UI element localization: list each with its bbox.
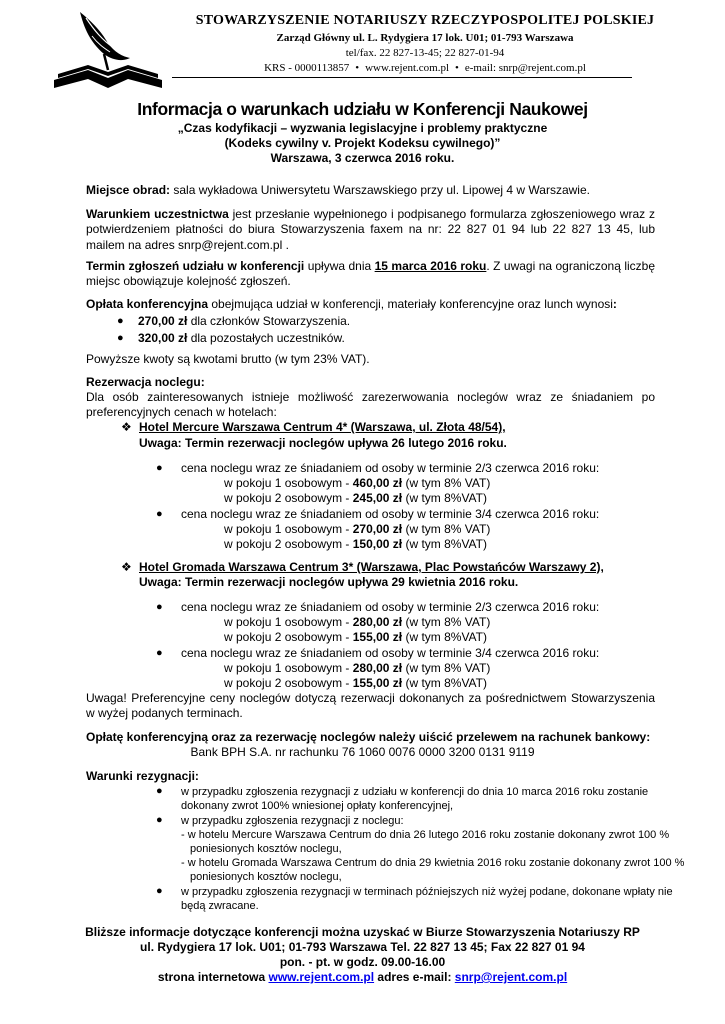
deadline-label: Termin zgłoszeń udziału w konferencji (86, 259, 305, 273)
room-type: w pokoju 1 osobowym - (224, 661, 353, 675)
room-price-value: 245,00 zł (352, 491, 403, 505)
footer-info: Bliższe informacje dotyczące konferencji można uzyskać w Biurze Stowarzyszenia Notariuszy RP (85, 925, 640, 939)
venue-label: Miejsce obrad: (86, 183, 171, 197)
letterhead-contact-line (175, 63, 675, 74)
price-period: cena noclegu wraz ze śniadaniem od osoby w terminie 3/4 czerwca 2016 roku: (181, 646, 600, 660)
bullet-icon: ● (156, 601, 163, 613)
fee-label: Opłata konferencyjna (86, 297, 209, 311)
fee-paragraph (86, 297, 655, 312)
fee-vat-note: Powyższe kwoty są kwotami brutto (w tym 23% VAT). (86, 352, 370, 366)
diamond-bullet-icon: ❖ (121, 420, 132, 434)
participation-paragraph (86, 207, 655, 253)
bullet-icon: ● (117, 315, 124, 327)
payment-heading-text: Opłatę konferencyjną oraz za rezerwację noclegów należy uiścić przelewem na rachunek bankowy: (86, 730, 651, 744)
payment-heading (86, 730, 655, 745)
email-link[interactable]: snrp@rejent.com.pl (454, 970, 568, 984)
letterhead-krs: KRS - 0000113857 (264, 62, 350, 74)
website-link[interactable]: www.rejent.com.pl (268, 970, 375, 984)
footer-hours: pon. - pt. w godz. 09.00-16.00 (279, 955, 446, 969)
hotel-name (139, 420, 506, 435)
fee-item (138, 331, 345, 346)
conference-subtitle-2: (Kodeks cywilny v. Projekt Kodeksu cywilnego)” (224, 136, 501, 150)
hotel-warning (139, 575, 518, 590)
conference-subtitle-1: „Czas kodyfikacji – wyzwania legislacyjne i problemy praktyczne (177, 121, 548, 135)
room-type: w pokoju 1 osobowym - (224, 615, 353, 629)
room-type: w pokoju 1 osobowym - (224, 476, 353, 490)
cancellation-item-text: w przypadku zgłoszenia rezygnacji z udziału w konferencji do dnia 10 marca 2016 roku zostanie (181, 786, 649, 798)
room-vat: (w tym 8%VAT) (402, 630, 487, 644)
venue-paragraph (86, 183, 655, 198)
room-type: w pokoju 2 osobowym - (224, 676, 353, 690)
hotel-warning-text: Uwaga: Termin rezerwacji noclegów upływa 29 kwietnia 2016 roku. (139, 575, 519, 589)
conference-date: Warszawa, 3 czerwca 2016 roku. (270, 151, 455, 165)
bank-account: Bank BPH S.A. nr rachunku 76 1060 0076 0000 3200 0131 9119 (190, 745, 535, 759)
cancellation-heading-text: Warunki rezygnacji: (86, 769, 199, 783)
price-period: cena noclegu wraz ze śniadaniem od osoby w terminie 3/4 czerwca 2016 roku: (181, 507, 600, 521)
room-type: w pokoju 1 osobowym - (224, 522, 353, 536)
bullet-icon: ● (156, 785, 163, 797)
deadline-text-1: upływa dnia (304, 259, 375, 273)
fee-desc: dla pozostałych uczestników. (187, 331, 345, 345)
fee-colon: : (612, 297, 617, 311)
letterhead-www: www.rejent.com.pl (365, 62, 450, 74)
room-price-value: 280,00 zł (352, 661, 403, 675)
letterhead-org-name: STOWARZYSZENIE NOTARIUSZY RZECZYPOSPOLITEJ POLSKIEJ (195, 13, 655, 28)
letterhead-email: e-mail: snrp@rejent.com.pl (464, 62, 586, 74)
bullet-separator: • (355, 62, 360, 74)
accommodation-heading (86, 375, 655, 390)
bullet-icon: ● (156, 647, 163, 659)
room-vat: (w tym 8% VAT) (402, 522, 491, 536)
room-type: w pokoju 2 osobowym - (224, 491, 353, 505)
cancellation-item-text: - w hotelu Mercure Warszawa Centrum do dnia 26 lutego 2016 roku zostanie dokonany zwrot 100 % (181, 829, 670, 841)
bullet-icon: ● (156, 814, 163, 826)
room-price (224, 537, 487, 552)
bullet-icon: ● (156, 508, 163, 520)
letterhead-address: Zarząd Główny ul. L. Rydygiera 17 lok. U01; 01-793 Warszawa (276, 32, 574, 44)
hotel-warning (139, 436, 507, 451)
footer-address: ul. Rydygiera 17 lok. U01; 01-793 Warszawa Tel. 22 827 13 45; Fax 22 827 01 94 (140, 940, 585, 954)
price-period: cena noclegu wraz ze śniadaniem od osoby w terminie 2/3 czerwca 2016 roku: (181, 461, 600, 475)
cancellation-item-text: poniesionych kosztów noclegu, (190, 843, 342, 855)
room-price-value: 460,00 zł (352, 476, 403, 490)
room-price-value: 155,00 zł (352, 630, 403, 644)
venue-text: sala wykładowa Uniwersytetu Warszawskiego przy ul. Lipowej 4 w Warszawie. (170, 183, 590, 197)
cancellation-item-text: - w hotelu Gromada Warszawa Centrum do dnia 29 kwietnia 2016 roku zostanie dokonany zwrot 100 % (181, 857, 685, 869)
hotel-name-text: Hotel Mercure Warszawa Centrum 4* (Warszawa, ul. Złota 48/54), (139, 420, 506, 434)
room-vat: (w tym 8%VAT) (402, 491, 487, 505)
participation-label: Warunkiem uczestnictwa (86, 207, 229, 221)
cancellation-item-text: w przypadku zgłoszenia rezygnacji z noclegu: (181, 815, 404, 827)
room-price-value: 270,00 zł (352, 522, 403, 536)
letterhead-divider (172, 77, 632, 78)
room-price (224, 676, 487, 691)
diamond-bullet-icon: ❖ (121, 560, 132, 574)
price-period: cena noclegu wraz ze śniadaniem od osoby w terminie 2/3 czerwca 2016 roku: (181, 600, 600, 614)
letterhead-phone: tel/fax. 22 827-13-45; 22 827-01-94 (345, 47, 505, 59)
room-vat: (w tym 8%VAT) (402, 676, 487, 690)
room-price (224, 522, 490, 537)
room-vat: (w tym 8% VAT) (402, 615, 491, 629)
footer-web-label: strona internetowa (157, 970, 269, 984)
room-price (224, 615, 490, 630)
room-price (224, 491, 487, 506)
room-price-value: 280,00 zł (352, 615, 403, 629)
cancellation-item-text: w przypadku zgłoszenia rezygnacji w terminach późniejszych niż wyżej podane, dokonane wpłaty nie (181, 886, 673, 898)
bullet-separator: • (455, 62, 459, 74)
fee-amount: 270,00 zł (138, 314, 188, 328)
hotel-warning-text: Uwaga: Termin rezerwacji noclegów upływa 26 lutego 2016 roku. (139, 436, 507, 450)
deadline-text-2: . Z uwagi na ograniczoną liczbę miejsc obowiązuje kolejność zgłoszeń. (86, 259, 656, 289)
accommodation-intro: Dla osób zainteresowanych istnieje możliwość zarezerwowania noclegów wraz ze śniadaniem po preferencyjnych cenach w hotelach: (86, 390, 655, 420)
footer-links (0, 970, 725, 985)
hotel-name-text: Hotel Gromada Warszawa Centrum 3* (Warszawa, Plac Powstańców Warszawy 2), (139, 560, 604, 574)
bullet-icon: ● (117, 332, 124, 344)
fee-item (138, 314, 350, 329)
room-price-value: 155,00 zł (352, 676, 403, 690)
fee-text: obejmująca udział w konferencji, materiały konferencyjne oraz lunch wynosi (208, 297, 613, 311)
cancellation-item-text: dokonany zwrot 100% wniesionej opłaty konferencyjnej, (181, 800, 454, 812)
page-title: Informacja o warunkach udziału w Konferencji Naukowej (137, 99, 588, 119)
bullet-icon: ● (156, 885, 163, 897)
room-vat: (w tym 8% VAT) (402, 661, 491, 675)
fee-amount: 320,00 zł (138, 331, 188, 345)
cancellation-item-text: będą zwracane. (181, 900, 259, 912)
hotel-name (139, 560, 604, 575)
room-vat: (w tym 8% VAT) (402, 476, 491, 490)
footer-mail-label: adres e-mail: (374, 970, 455, 984)
room-type: w pokoju 2 osobowym - (224, 630, 353, 644)
room-type: w pokoju 2 osobowym - (224, 537, 353, 551)
fee-desc: dla członków Stowarzyszenia. (187, 314, 351, 328)
room-vat: (w tym 8%VAT) (402, 537, 487, 551)
deadline-paragraph (86, 259, 655, 290)
quill-book-logo (50, 8, 170, 94)
room-price (224, 661, 490, 676)
accommodation-note: Uwaga! Preferencyjne ceny noclegów dotyczą rezerwacji dokonanych za pośrednictwem Stowarzyszenia w wyżej podanych terminach. (86, 691, 655, 721)
deadline-date: 15 marca 2016 roku (374, 259, 487, 273)
bullet-icon: ● (156, 462, 163, 474)
participation-text: jest przesłanie wypełnionego i podpisanego formularza zgłoszeniowego wraz z potwierdzeniem płatności do biura Stowarzyszenia faxem na nr: 22 827 01 94 lub 22 827 13 45, lub mailem na adres snrp@rejent.com.pl . (86, 207, 655, 252)
cancellation-item-text: poniesionych kosztów noclegu, (190, 871, 342, 883)
room-price (224, 630, 487, 645)
cancellation-heading (86, 769, 655, 784)
room-price-value: 150,00 zł (352, 537, 403, 551)
accommodation-heading-text: Rezerwacja noclegu: (86, 375, 205, 389)
room-price (224, 476, 490, 491)
